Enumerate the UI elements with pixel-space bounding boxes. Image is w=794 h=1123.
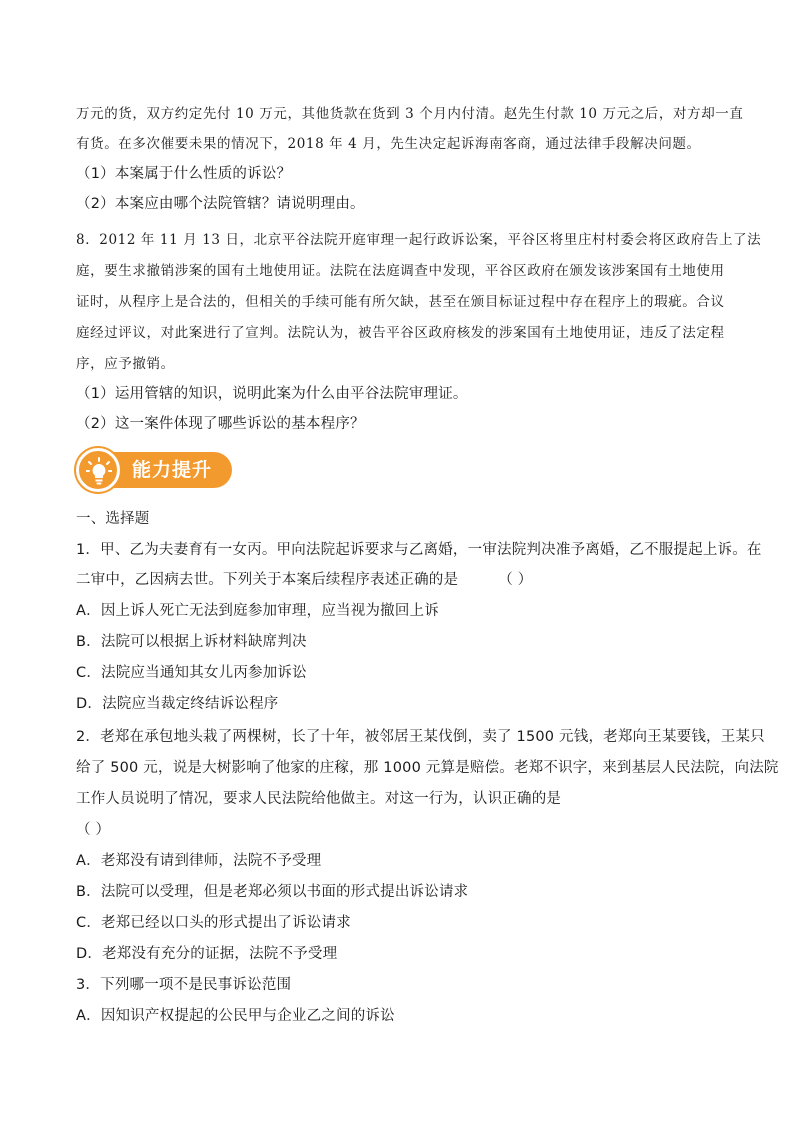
lightbulb-icon <box>86 457 112 485</box>
q8-subquestion-2: （2）这一案件体现了哪些诉讼的基本程序？ <box>76 416 365 432</box>
section-heading: 一、选择题 <box>76 511 150 527</box>
mc1-stem-text: 二审中，乙因病去世。下列关于本案后续程序表述正确的是 <box>76 572 459 588</box>
answer-blank: （ ） <box>498 572 533 588</box>
q7-subquestion-1: （1）本案属于什么性质的诉讼？ <box>76 166 292 182</box>
mc2-option-d: D．老郑没有充分的证据，法院不予受理 <box>76 946 338 962</box>
mc2-option-c: C．老郑已经以口头的形式提出了诉讼请求 <box>76 915 351 931</box>
mc3-stem-line: 3．下列哪一项不是民事诉讼范围 <box>76 977 292 993</box>
mc2-stem-line: 2．老郑在承包地头栽了两棵树，长了十年，被邻居王某伐倒，卖了 1500 元钱，老郑向王某要钱，王某只 <box>76 729 765 745</box>
banner-title: 能力提升 <box>132 459 213 481</box>
answer-blank: （ ） <box>76 822 111 838</box>
q8-text-line: 证时，从程序上是合法的，但相关的手续可能有所欠缺，甚至在颁目标证过程中存在程序上的瑕疵。合议 <box>76 294 725 310</box>
banner-icon-circle <box>76 448 120 492</box>
mc2-stem-line: 给了 500 元，说是大树影响了他家的庄稼，那 1000 元算是赔偿。老郑不识字，来到基层人民法院，向法院 <box>76 760 779 776</box>
section-banner <box>76 448 234 492</box>
q8-text-line: 庭，要生求撤销涉案的国有土地使用证。法院在法庭调查中发现，平谷区政府在颁发该涉案国有土地使用 <box>76 263 725 279</box>
mc2-option-a: A．老郑没有请到律师，法院不予受理 <box>76 853 322 869</box>
mc1-option-d: D．法院应当裁定终结诉讼程序 <box>76 696 279 712</box>
mc2-stem-line: 工作人员说明了情况，要求人民法院给他做主。对这一行为，认识正确的是 <box>76 791 562 807</box>
mc3-option-a: A．因知识产权提起的公民甲与企业乙之间的诉讼 <box>76 1008 395 1024</box>
mc1-option-b: B．法院可以根据上诉材料缺席判决 <box>76 634 307 650</box>
mc1-stem-line: 1．甲、乙为夫妻育有一女丙。甲向法院起诉要求与乙离婚，一审法院判决准予离婚，乙不服提起上诉。在 <box>76 542 762 558</box>
mc1-option-c: C．法院应当通知其女儿丙参加诉讼 <box>76 665 307 681</box>
q8-text-line: 8．2012 年 11 月 13 日，北京平谷法院开庭审理一起行政诉讼案，平谷区将里庄村村委会将区政府告上了法 <box>76 232 762 248</box>
q8-text-line: 庭经过评议，对此案进行了宣判。法院认为，被告平谷区政府核发的涉案国有土地使用证，违反了法定程 <box>76 325 725 341</box>
q7-text-line: 有货。在多次催要未果的情况下，2018 年 4 月，先生决定起诉海南客商，通过法律手段解决问题。 <box>76 136 701 152</box>
q7-text-line: 万元的货，双方约定先付 10 万元，其他货款在货到 3 个月内付清。赵先生付款 10 万元之后，对方却一直 <box>76 106 744 122</box>
mc1-stem-line <box>76 570 532 590</box>
mc2-option-b: B．法院可以受理，但是老郑必须以书面的形式提出诉讼请求 <box>76 884 469 900</box>
q8-text-line: 序，应予撤销。 <box>76 356 175 372</box>
mc1-option-a: A．因上诉人死亡无法到庭参加审理，应当视为撤回上诉 <box>76 603 439 619</box>
q7-subquestion-2: （2）本案应由哪个法院管辖？请说明理由。 <box>76 196 365 212</box>
q8-subquestion-1: （1）运用管辖的知识，说明此案为什么由平谷法院审理证。 <box>76 386 468 402</box>
